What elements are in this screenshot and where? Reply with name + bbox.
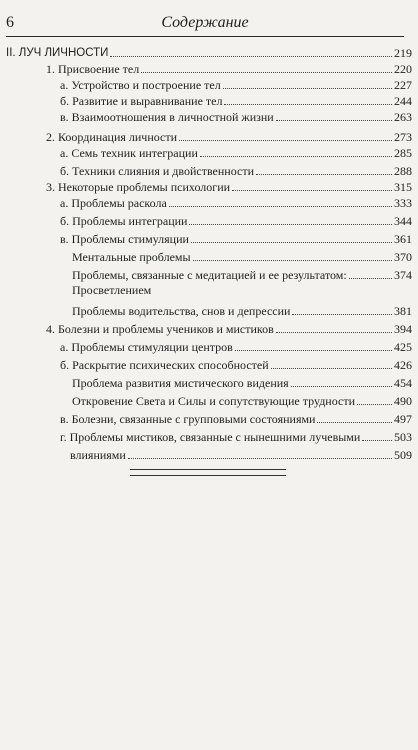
toc-page-number: 288 xyxy=(394,164,412,178)
toc-row xyxy=(60,410,412,426)
toc-entry-label: а. Проблемы стимуляции центров xyxy=(60,340,233,354)
toc-page-number: 273 xyxy=(394,130,412,144)
toc-entry-label: в. Болезни, связанные с групповыми состояниями xyxy=(60,412,316,426)
toc-row xyxy=(72,248,412,264)
dot-leader xyxy=(232,189,392,191)
toc-row xyxy=(72,266,412,282)
toc-entry-label: в. Проблемы стимуляции xyxy=(60,232,189,246)
dot-leader xyxy=(362,439,392,441)
toc-row xyxy=(60,76,412,92)
toc-row-continuation xyxy=(72,284,412,300)
toc-entry-label: Просветлением xyxy=(72,283,152,297)
dot-leader xyxy=(128,457,392,459)
toc-entry-label: Проблема развития мистического видения xyxy=(72,376,289,390)
toc-entry-label: Откровение Света и Силы и сопутствующие трудности xyxy=(72,394,356,408)
toc-page-number: 394 xyxy=(394,322,412,336)
dot-leader xyxy=(193,259,392,261)
dot-leader xyxy=(292,313,392,315)
toc-page-number: 333 xyxy=(394,196,412,210)
toc-page-number: 285 xyxy=(394,146,412,160)
toc-row xyxy=(60,144,412,160)
dot-leader xyxy=(235,349,392,351)
toc-row xyxy=(60,92,412,108)
page-title: Содержание xyxy=(161,14,249,31)
toc-entry-label: а. Семь техник интеграции xyxy=(60,146,198,160)
dot-leader xyxy=(223,87,392,89)
toc-row xyxy=(60,212,412,228)
dot-leader xyxy=(224,103,392,105)
toc-row xyxy=(72,302,412,318)
toc-entry-label: 3. Некоторые проблемы психологии xyxy=(46,180,231,194)
dot-leader xyxy=(179,139,392,141)
dot-leader xyxy=(110,55,392,57)
toc-row xyxy=(60,356,412,372)
toc-entry-label: б. Проблемы интеграции xyxy=(60,214,188,228)
toc-page-number: 220 xyxy=(394,62,412,76)
toc-page-number: 370 xyxy=(394,250,412,264)
toc-row xyxy=(60,194,412,210)
toc-page-number: 315 xyxy=(394,180,412,194)
toc-row xyxy=(70,446,412,462)
dot-leader xyxy=(317,421,392,423)
toc-entry-label: г. Проблемы мистиков, связанные с нынешними лучевыми xyxy=(60,430,361,444)
toc-row xyxy=(60,162,412,178)
toc-section-row xyxy=(6,44,412,60)
dot-leader xyxy=(200,155,392,157)
toc-row xyxy=(60,230,412,246)
toc-page-number: 454 xyxy=(394,376,412,390)
toc-row xyxy=(60,108,412,124)
toc-page-number: 497 xyxy=(394,412,412,426)
toc-page-number: 227 xyxy=(394,78,412,92)
toc-page-number: 509 xyxy=(394,448,412,462)
toc-entry-label: а. Устройство и построение тел xyxy=(60,78,221,92)
toc-entry-label: Проблемы водительства, снов и депрессии xyxy=(72,304,291,318)
dot-leader xyxy=(271,367,392,369)
toc-row xyxy=(60,338,412,354)
toc-entry-label: б. Развитие и выравнивание тел xyxy=(60,94,223,108)
section-divider xyxy=(130,469,286,476)
toc-row xyxy=(72,392,412,408)
toc-page-number: 374 xyxy=(394,268,412,282)
toc-entry-label: а. Проблемы раскола xyxy=(60,196,167,210)
toc-entry-label: Ментальные проблемы xyxy=(72,250,191,264)
toc-row xyxy=(46,128,412,144)
toc-page-number: 425 xyxy=(394,340,412,354)
toc-page-number: 381 xyxy=(394,304,412,318)
toc-entry-label: II. ЛУЧ ЛИЧНОСТИ xyxy=(6,47,109,59)
toc-entry-label: 2. Координация личности xyxy=(46,130,178,144)
dot-leader xyxy=(189,223,392,225)
toc-row xyxy=(72,374,412,390)
toc-entry-label: в. Взаимоотношения в личностной жизни xyxy=(60,110,274,124)
dot-leader xyxy=(349,277,392,279)
toc-entry-label: Проблемы, связанные с медитацией и ее результатом: xyxy=(72,268,347,282)
toc-row xyxy=(46,60,412,76)
dot-leader xyxy=(191,241,392,243)
dot-leader xyxy=(276,331,392,333)
toc-entry-label: 1. Присвоение тел xyxy=(46,62,140,76)
toc-page-number: 490 xyxy=(394,394,412,408)
dot-leader xyxy=(169,205,392,207)
dot-leader xyxy=(141,71,392,73)
dot-leader xyxy=(276,119,392,121)
toc-page-number: 244 xyxy=(394,94,412,108)
toc-entry-label: б. Техники слияния и двойственности xyxy=(60,164,255,178)
toc-entry-label: б. Раскрытие психических способностей xyxy=(60,358,269,372)
dot-leader xyxy=(357,403,392,405)
toc-row xyxy=(60,428,412,444)
toc-page-number: 361 xyxy=(394,232,412,246)
toc-page-number: 263 xyxy=(394,110,412,124)
toc-row xyxy=(46,178,412,194)
page-number: 6 xyxy=(6,14,14,31)
dot-leader xyxy=(256,173,392,175)
toc-page-number: 503 xyxy=(394,430,412,444)
page-header xyxy=(6,14,404,37)
toc-entry-label: влияниями xyxy=(70,448,126,462)
toc-page-number: 426 xyxy=(394,358,412,372)
toc-page-number: 219 xyxy=(394,46,412,60)
toc-row xyxy=(46,320,412,336)
toc-page-number: 344 xyxy=(394,214,412,228)
toc-entry-label: 4. Болезни и проблемы учеников и мистиков xyxy=(46,322,274,336)
dot-leader xyxy=(291,385,392,387)
